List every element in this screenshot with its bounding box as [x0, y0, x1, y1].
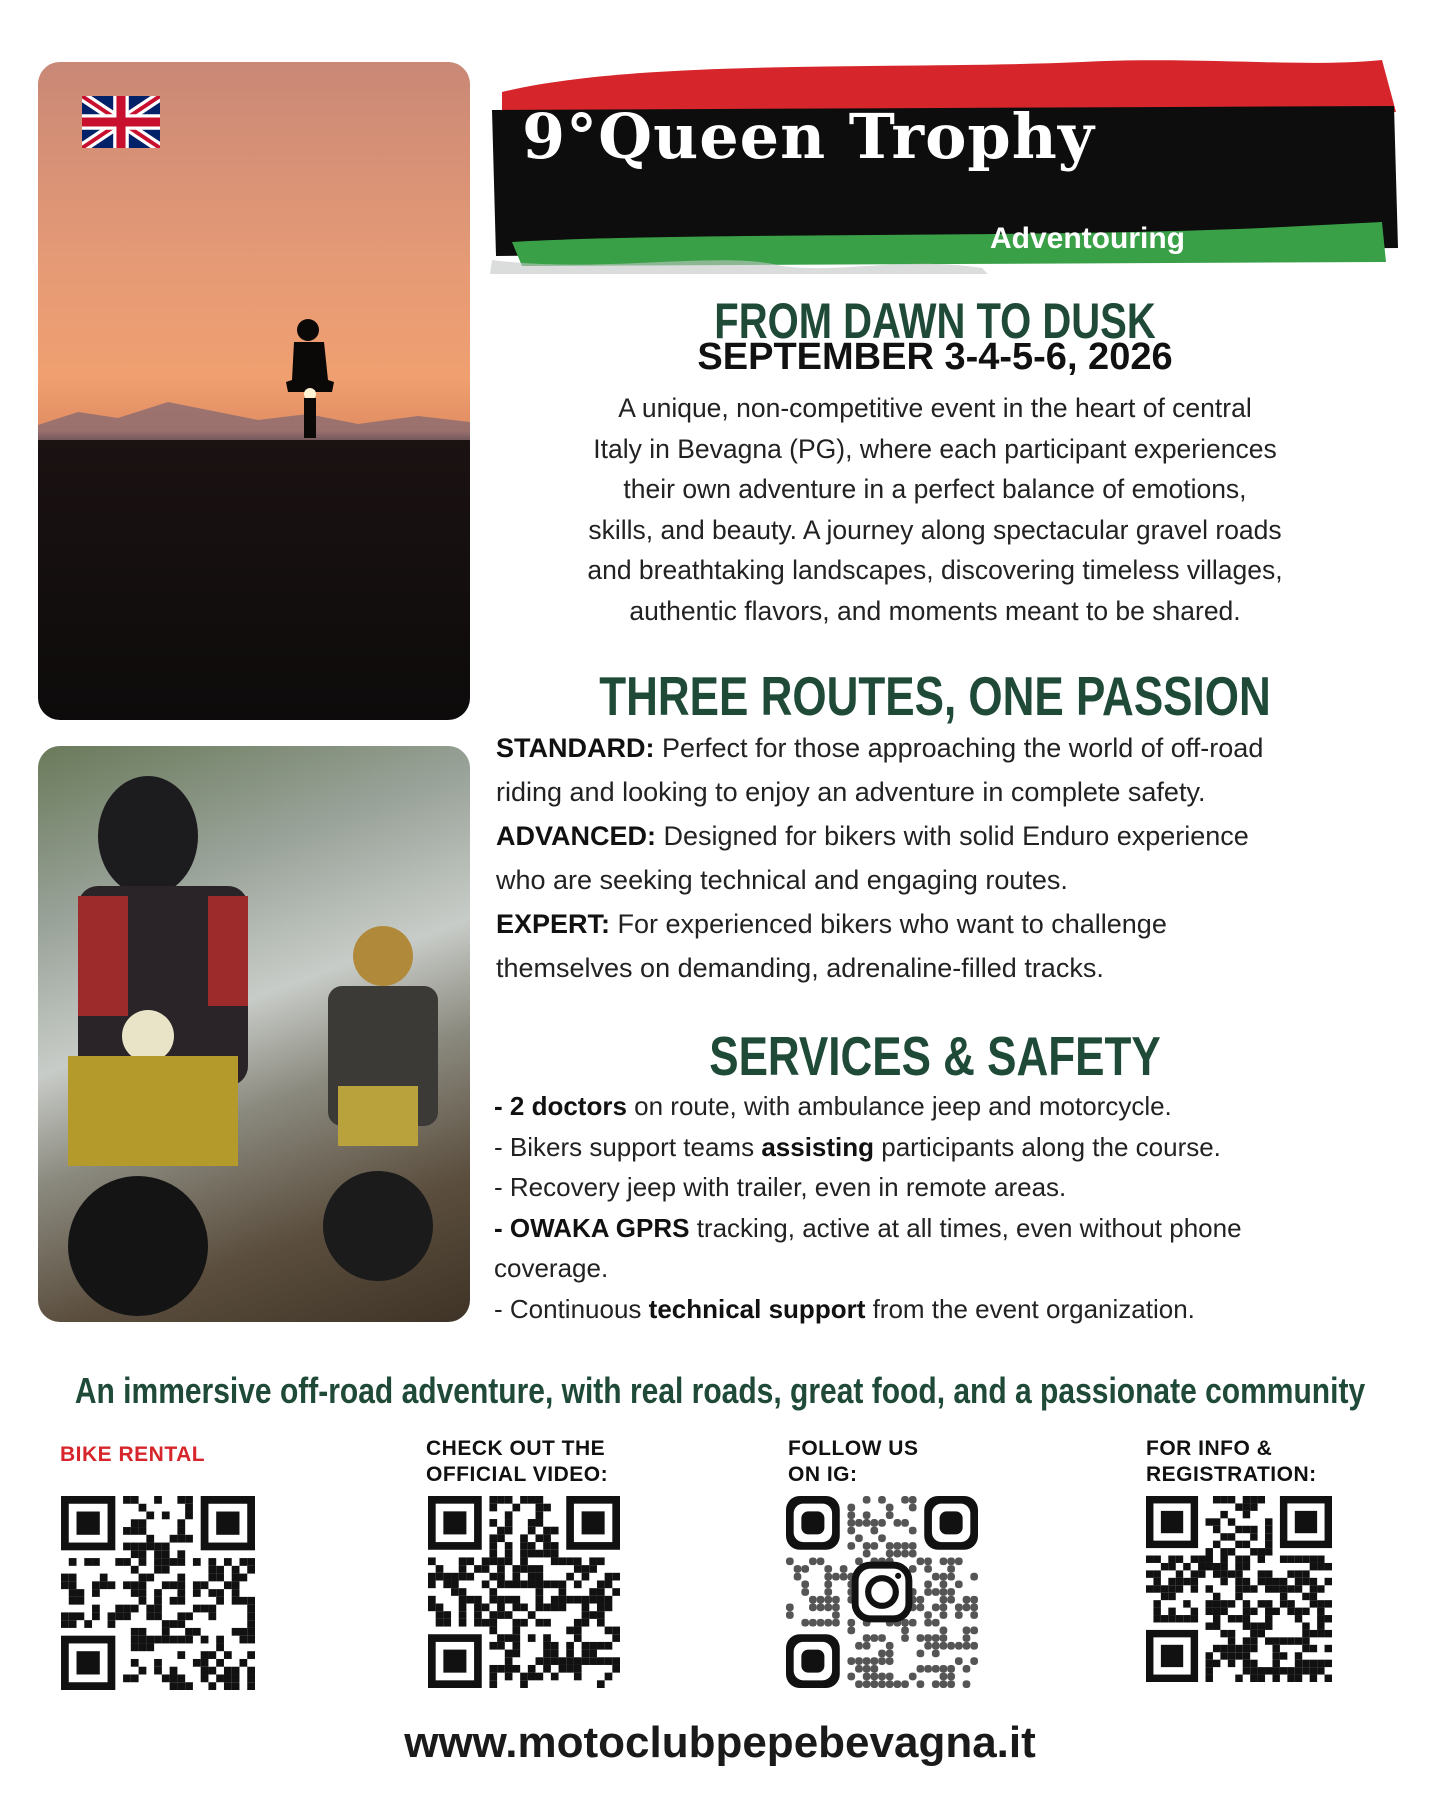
service-text: on route, with ambulance jeep and motorcycle.	[626, 1091, 1172, 1121]
intro-paragraph	[480, 388, 1390, 631]
route-standard	[496, 726, 1396, 814]
route-text: riding and looking to enjoy an adventure in complete safety.	[496, 777, 1206, 807]
service-bold: assisting	[761, 1131, 875, 1162]
official-video-qr-code[interactable]	[428, 1496, 620, 1688]
website-url[interactable]: www.motoclubpepebevagna.it	[404, 1718, 1036, 1767]
tagline: An immersive off-road adventure, with real roads, great food, and a passionate community	[74, 1372, 1366, 1412]
intro-line: and breathtaking landscapes, discovering timeless villages,	[587, 555, 1283, 585]
official-video-label	[426, 1436, 608, 1488]
route-text: who are seeking technical and engaging routes.	[496, 865, 1068, 895]
service-bold: - 2 doctors	[494, 1091, 627, 1121]
mountain-silhouette	[38, 380, 470, 440]
label-line: FOR INFO &	[1146, 1437, 1273, 1460]
event-date: SEPTEMBER 3-4-5-6, 2026	[697, 336, 1173, 378]
service-text: - Continuous	[494, 1293, 649, 1324]
route-text: Designed for bikers with solid Enduro experience	[656, 821, 1249, 851]
sunset-rider-photo	[38, 62, 470, 720]
service-item: - Recovery jeep with trailer, even in remote areas.	[494, 1172, 1067, 1202]
label-line: ON IG:	[788, 1463, 858, 1486]
service-item	[494, 1289, 1394, 1330]
service-text: participants along the course.	[874, 1131, 1221, 1162]
route-text: themselves on demanding, adrenaline-filled tracks.	[496, 953, 1104, 983]
event-subtitle: Adventouring	[990, 222, 1185, 255]
service-bold: technical support	[648, 1293, 866, 1324]
label-line: FOLLOW US	[788, 1437, 919, 1460]
services-list	[494, 1086, 1394, 1329]
intro-line: skills, and beauty. A journey along spectacular gravel roads	[588, 514, 1282, 545]
service-item: coverage.	[494, 1253, 609, 1283]
info-registration-qr-code[interactable]	[1146, 1496, 1332, 1682]
follow-ig-label	[788, 1436, 918, 1488]
route-advanced	[496, 814, 1396, 902]
route-expert	[496, 902, 1396, 990]
route-label: STANDARD:	[496, 733, 655, 763]
label-line: OFFICIAL VIDEO:	[426, 1463, 609, 1486]
service-text: - Bikers support teams	[494, 1131, 762, 1162]
bike-rental-label: BIKE RENTAL	[60, 1443, 206, 1466]
rider-silhouette	[276, 310, 346, 440]
route-text: For experienced bikers who want to challenge	[610, 909, 1167, 939]
service-bold: - OWAKA GPRS	[494, 1212, 690, 1243]
intro-line: A unique, non-competitive event in the heart of central	[618, 393, 1252, 423]
label-line: CHECK OUT THE	[426, 1437, 606, 1460]
offroad-riders-photo	[38, 746, 470, 1322]
label-line: REGISTRATION:	[1146, 1463, 1317, 1486]
service-text: tracking, active at all times, even without phone	[689, 1212, 1242, 1243]
route-label: EXPERT:	[496, 909, 611, 939]
route-label: ADVANCED:	[496, 821, 656, 851]
riders-illustration	[38, 746, 470, 1322]
service-text: from the event organization.	[865, 1293, 1195, 1324]
services-heading: SERVICES & SAFETY	[709, 1026, 1161, 1088]
service-item	[494, 1086, 1394, 1127]
instagram-qr-code[interactable]	[786, 1496, 978, 1688]
info-registration-label	[1146, 1436, 1317, 1488]
intro-line: their own adventure in a perfect balance of emotions,	[623, 474, 1247, 504]
dawn-to-dusk-heading: FROM DAWN TO DUSK	[714, 294, 1156, 349]
service-item	[494, 1208, 1394, 1249]
uk-flag-icon[interactable]	[82, 96, 160, 148]
event-title: 9°Queen Trophy	[522, 100, 1095, 173]
route-text: Perfect for those approaching the world of off-road	[654, 733, 1264, 763]
service-item	[494, 1127, 1394, 1168]
bike-rental-qr-code[interactable]	[58, 1496, 258, 1690]
intro-line: authentic flavors, and moments meant to be shared.	[629, 595, 1241, 626]
intro-line: Italy in Bevagna (PG), where each participant experiences	[593, 433, 1277, 464]
routes-heading: THREE ROUTES, ONE PASSION	[599, 666, 1271, 728]
